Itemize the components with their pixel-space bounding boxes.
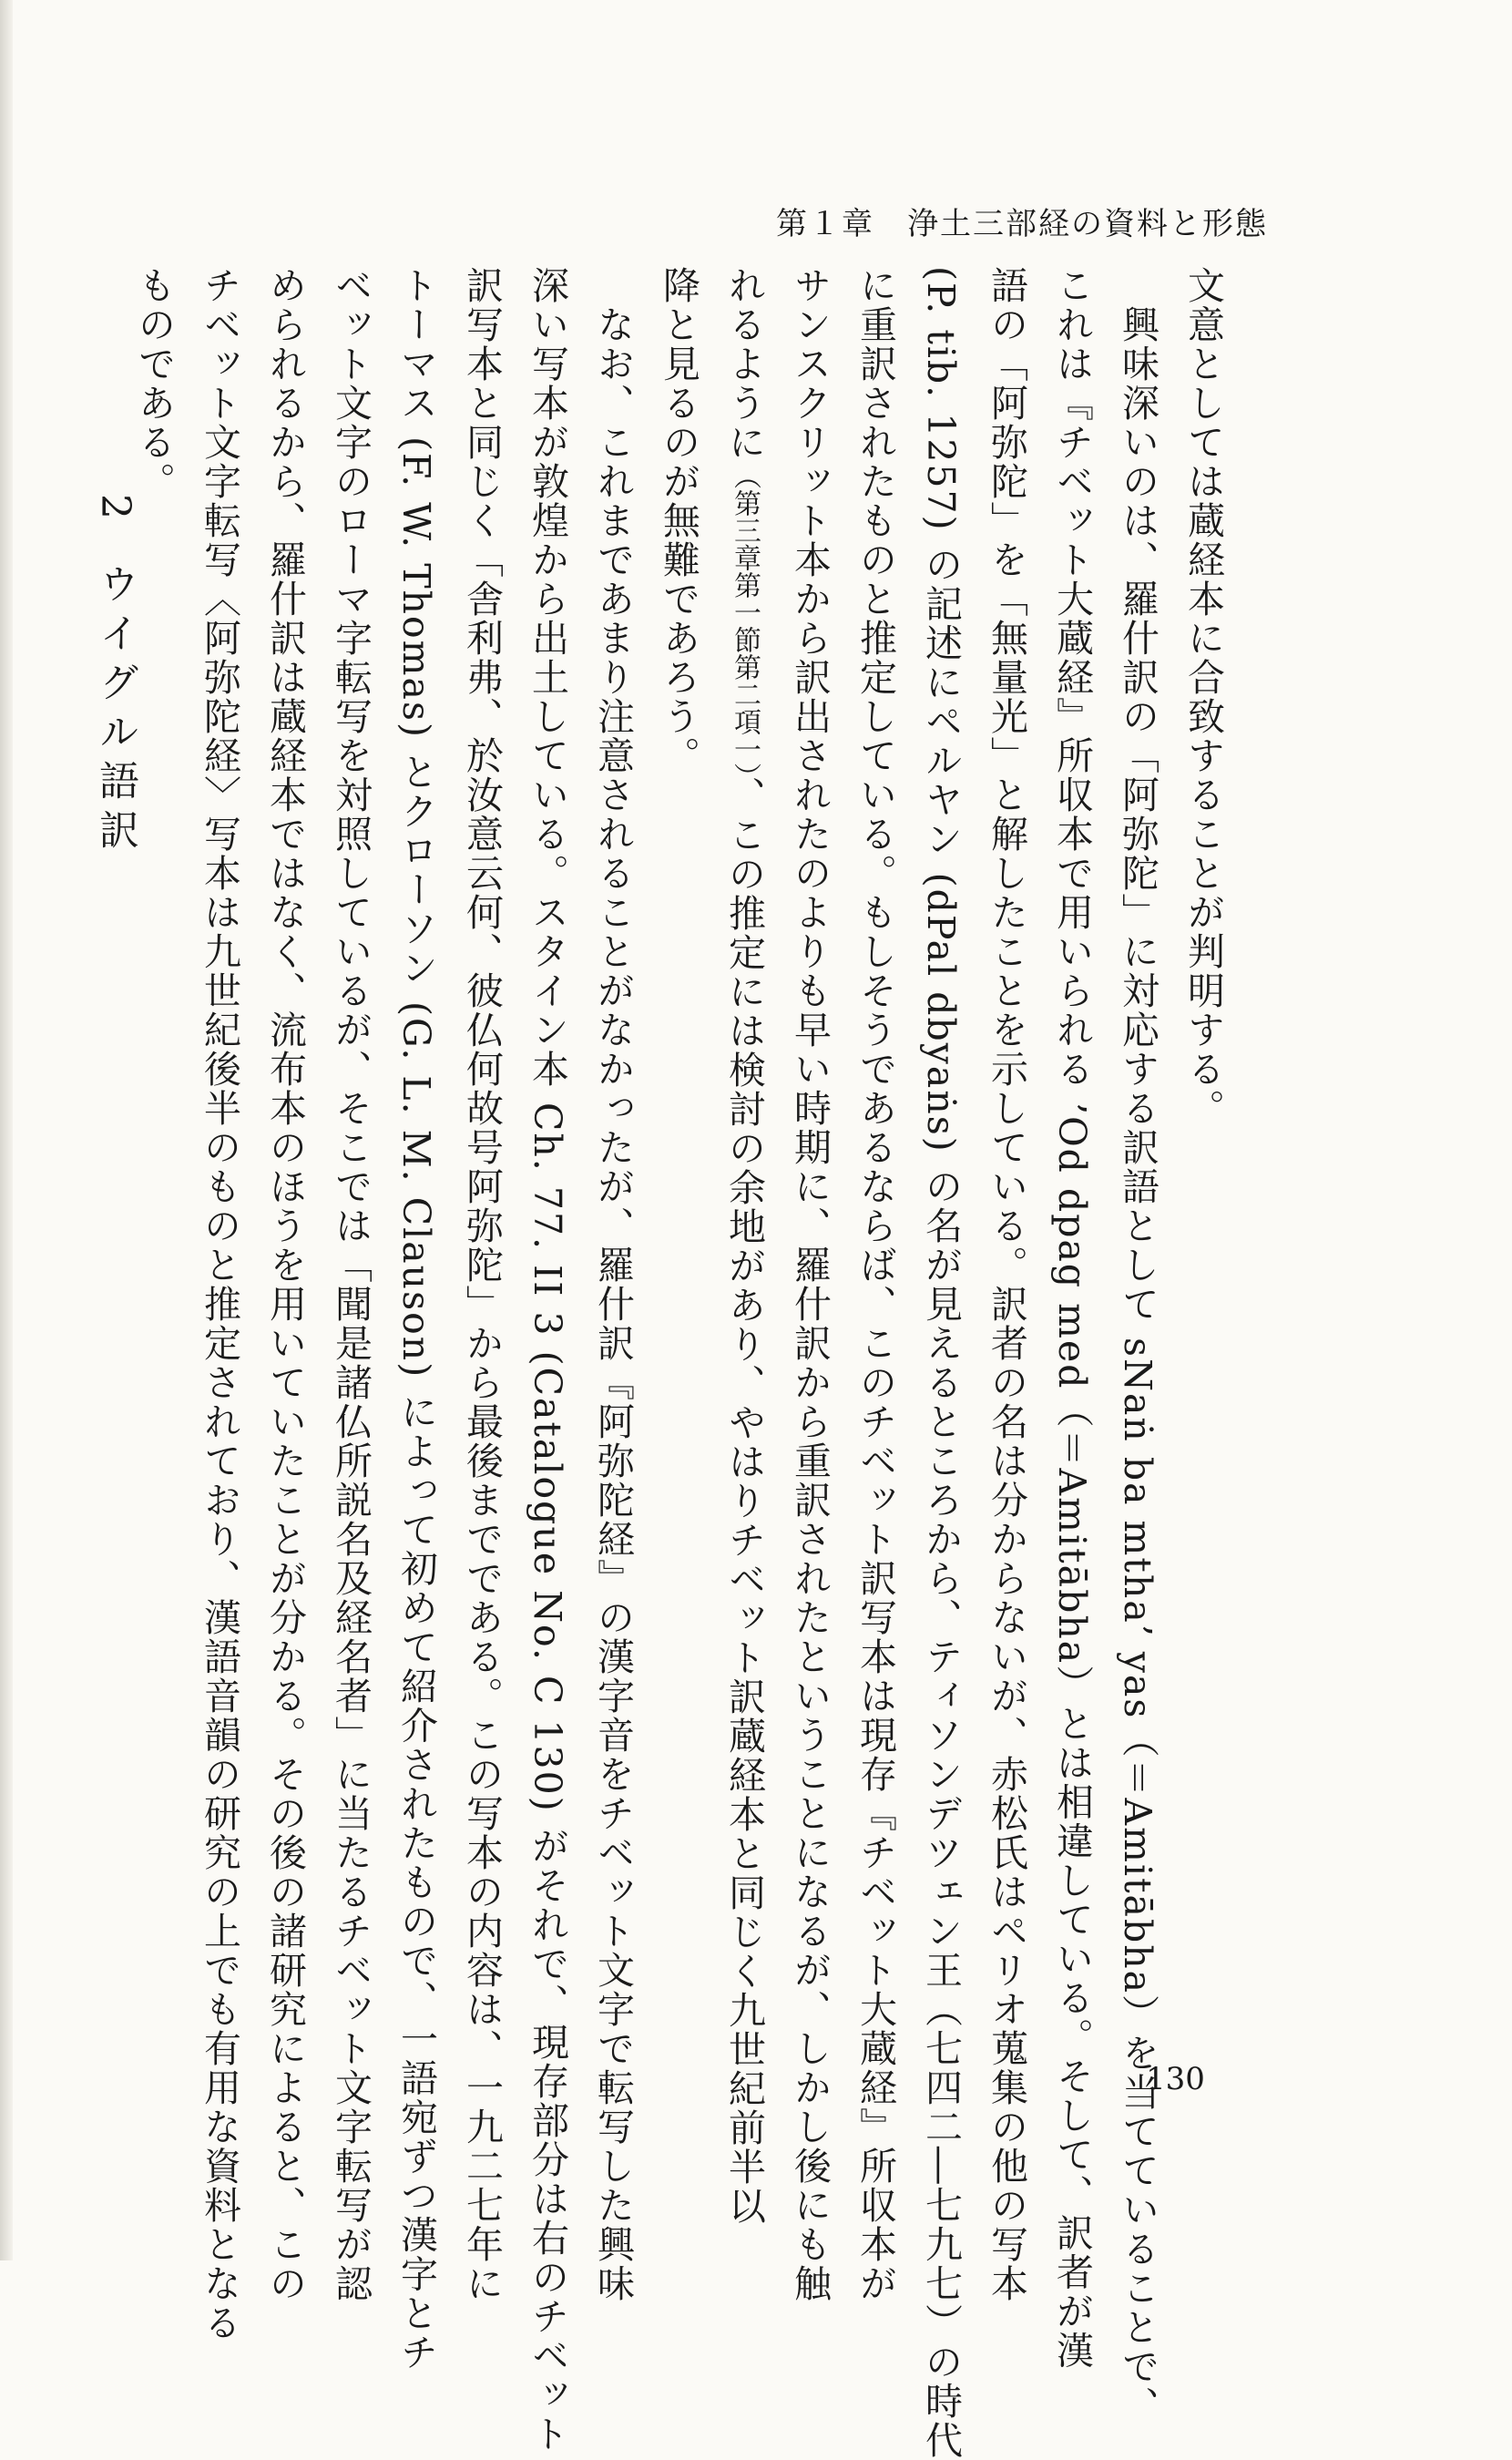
text-column <box>131 266 177 501</box>
text-column <box>1115 266 1160 2425</box>
text-run: 深い写本が敦煌から出土している。スタイン本 Ch. 77. II 3 (Catalogue No. C 130) がそれで、現存部分は右のチベット <box>526 266 569 2454</box>
text-column <box>590 266 636 2303</box>
running-header: 第１章 浄土三部経の資料と形態 <box>776 206 1268 242</box>
text-run: れるように <box>722 266 766 462</box>
text-run: ベット文字のローマ字転写を対照しているが、そこでは「聞是諸仏所説名及経名者」に当たるチベット文字転写が認 <box>329 266 373 2303</box>
text-run: 文意としては蔵経本に合致することが判明する。 <box>1181 266 1225 1128</box>
page-edge-shadow <box>0 0 13 2260</box>
text-run: トーマス (F. W. Thomas) とクローソン (G. L. M. Clauson) によって初めて紹介されたもので、一語宛ずつ漢字とチ <box>394 266 438 2373</box>
text-run: なお、これまであまり注意されることがなかったが、羅什訳『阿弥陀経』の漢字音をチベット文字で転写した興味 <box>591 266 635 2303</box>
text-run: チベット文字転写〈阿弥陀経〉写本は九世紀後半のものと推定されており、漢語音韻の研究の上でも有用な資料となる <box>198 266 241 2342</box>
text-column <box>1180 266 1226 1128</box>
text-run: (P. tib. 1257) の記述にペルヤン (dPal dbyaṅs) の名が見えるところから、ティソンデツェン王（七四二―七九七）の時代 <box>919 266 963 2460</box>
section-title: ウイグル語訳 <box>92 563 138 858</box>
text-column <box>918 266 964 2460</box>
section-number: 2 <box>92 494 138 519</box>
text-column <box>525 266 570 2454</box>
text-run: 訳写本と同じく「舎利弗、於汝意云何、彼仏何故号阿弥陀」から最後までである。この写本の内容は、一九二七年に <box>460 266 504 2303</box>
text-run: サンスクリット本から訳出されたのよりも早い時期に、羅什訳から重訳されたということになるが、しかし後にも触 <box>788 266 832 2303</box>
text-column <box>197 266 242 2342</box>
text-column <box>1049 266 1095 2370</box>
text-run: 興味深いのは、羅什訳の「阿弥陀」に対応する訳語として sNaṅ ba mtha’ yas（＝Amitābha）を当てていることで、 <box>1116 266 1160 2426</box>
text-run: に重訳されたものと推定している。もしそうであるならば、このチベット訳写本は現存『チベット大蔵経』所収本が <box>853 266 897 2303</box>
text-column <box>853 266 898 2303</box>
text-column <box>459 266 505 2303</box>
text-column <box>328 266 373 2303</box>
text-run: ものである。 <box>132 266 176 501</box>
text-column <box>984 266 1029 2303</box>
text-column <box>721 266 767 2226</box>
page-number: 130 <box>1146 2061 1205 2097</box>
text-column <box>787 266 833 2303</box>
text-run: 降と見るのが無難であろう。 <box>657 266 700 775</box>
text-run: これは『チベット大蔵経』所収本で用いられる ’Od dpag med（＝Amitābha）とは相違している。そして、訳者が漢 <box>1050 266 1094 2371</box>
text-column <box>393 266 439 2372</box>
text-run: 語の「阿弥陀」を「無量光」と解したことを示している。訳者の名は分からないが、赤松氏はペリオ蒐集の他の写本 <box>985 266 1028 2303</box>
cross-reference: （第三章第一節第二項一） <box>729 462 761 776</box>
text-run: められるから、羅什訳は蔵経本ではなく、流布本のほうを用いていたことが分かる。その後の諸研究によると、この <box>263 266 307 2303</box>
text-run: 、この推定には検討の余地があり、やはりチベット訳蔵経本と同じく九世紀前半以 <box>722 776 766 2226</box>
text-column <box>262 266 308 2303</box>
text-column <box>656 266 701 775</box>
